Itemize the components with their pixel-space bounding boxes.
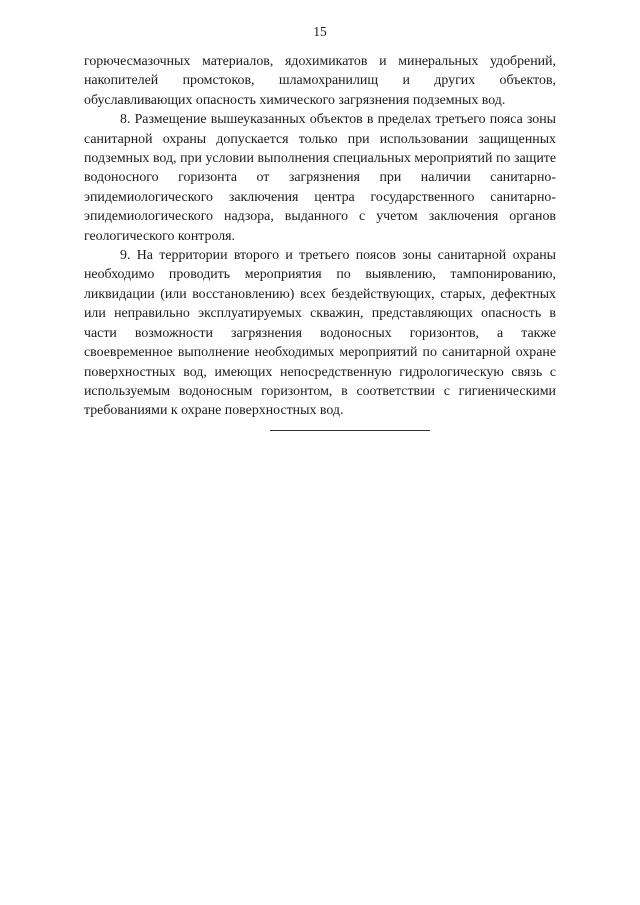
page-number: 15 bbox=[313, 24, 327, 39]
paragraph-item-8: 8. Размещение вышеуказанных объектов в пределах третьего пояса зоны санитарной охраны допускается только при использовании защищенных подземных вод, при условии выполнения специальных мероприятий по защите водоносного горизонта от загрязнения при наличии санитарно-эпидемиологического заключения центра государственного санитарно-эпидемиологического надзора, выданного с учетом заключения органов геологического контроля. bbox=[84, 112, 556, 244]
paragraph-item-9: 9. На территории второго и третьего поясов зоны санитарной охраны необходимо проводить мероприятия по выявлению, тампонированию, ликвидации (или восстановлению) всех бездействующих, старых, дефектных или неправильно эксплуатируемых скважин, представляющих опасность в части возможности загрязнения водоносных горизонтов, а также своевременное выполнение необходимых мероприятий по санитарной охране поверхностных вод, имеющих непосредственную гидрологическую связь с используемым водоносным горизонтом, в соответствии с гигиеническими требованиями к охране поверхностных вод. bbox=[84, 248, 556, 419]
end-of-text-rule bbox=[270, 430, 430, 431]
paragraph-continuation: горючесмазочных материалов, ядохимикатов и минеральных удобрений, накопителей промстоков, шламохранилищ и других объектов, обуславливающих опасность химического загрязнения подземных вод. bbox=[84, 54, 556, 108]
document-body bbox=[84, 52, 556, 421]
